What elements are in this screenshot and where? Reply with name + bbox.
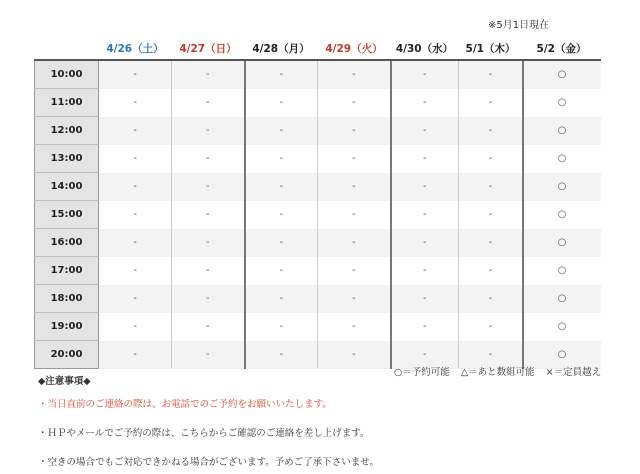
- slot-unavailable: -: [99, 60, 172, 89]
- time-label: 13:00: [35, 145, 99, 173]
- slot-unavailable: -: [459, 229, 523, 257]
- slot-unavailable: -: [99, 173, 172, 201]
- time-label: 19:00: [35, 313, 99, 341]
- slot-unavailable: -: [172, 89, 245, 117]
- slot-unavailable: -: [172, 117, 245, 145]
- slot-unavailable: -: [318, 229, 391, 257]
- slot-unavailable: -: [245, 89, 318, 117]
- slot-unavailable: -: [172, 257, 245, 285]
- slot-unavailable: -: [391, 313, 459, 341]
- slot-unavailable: -: [245, 257, 318, 285]
- slot-available: ○: [523, 89, 601, 117]
- time-slot-row: [35, 60, 601, 89]
- slot-unavailable: -: [245, 201, 318, 229]
- slot-unavailable: -: [391, 60, 459, 89]
- slot-unavailable: -: [318, 257, 391, 285]
- slot-unavailable: -: [318, 313, 391, 341]
- time-slot-row: [35, 257, 601, 285]
- legend-available: ○＝予約可能: [394, 367, 450, 378]
- time-slot-row: [35, 173, 601, 201]
- header-row: [35, 37, 601, 60]
- slot-unavailable: -: [99, 257, 172, 285]
- slot-available: ○: [523, 173, 601, 201]
- note-web-confirmation: ・ＨＰやメールでご予約の際は、こちらからご確認のご連絡を差し上げます。: [38, 428, 370, 439]
- slot-unavailable: -: [391, 285, 459, 313]
- slot-unavailable: -: [245, 60, 318, 89]
- slot-unavailable: -: [459, 60, 523, 89]
- time-label: 15:00: [35, 201, 99, 229]
- slot-unavailable: -: [318, 89, 391, 117]
- slot-unavailable: -: [99, 313, 172, 341]
- slot-unavailable: -: [391, 229, 459, 257]
- slot-unavailable: -: [391, 173, 459, 201]
- slot-available: ○: [523, 257, 601, 285]
- slot-unavailable: -: [318, 60, 391, 89]
- slot-unavailable: -: [391, 341, 459, 369]
- slot-unavailable: -: [99, 201, 172, 229]
- column-header-5-1: 5/1（木）: [459, 37, 523, 60]
- time-slot-row: [35, 89, 601, 117]
- time-label: 16:00: [35, 229, 99, 257]
- notes-title: ◆注意事項◆: [38, 376, 91, 387]
- time-label: 10:00: [35, 60, 99, 89]
- slot-unavailable: -: [391, 145, 459, 173]
- slot-unavailable: -: [459, 145, 523, 173]
- slot-unavailable: -: [245, 313, 318, 341]
- slot-unavailable: -: [99, 285, 172, 313]
- slot-unavailable: -: [172, 145, 245, 173]
- column-header-5-2: 5/2（金）: [523, 37, 601, 60]
- slot-available: ○: [523, 60, 601, 89]
- slot-unavailable: -: [99, 229, 172, 257]
- slot-unavailable: -: [245, 285, 318, 313]
- slot-available: ○: [523, 313, 601, 341]
- time-label: 18:00: [35, 285, 99, 313]
- time-slot-row: [35, 201, 601, 229]
- slot-unavailable: -: [459, 117, 523, 145]
- slot-unavailable: -: [459, 89, 523, 117]
- slot-available: ○: [523, 341, 601, 369]
- legend-few-left: △＝あと数組可能: [460, 367, 535, 378]
- corner-cell: [35, 37, 99, 60]
- slot-unavailable: -: [459, 257, 523, 285]
- time-label: 17:00: [35, 257, 99, 285]
- slot-unavailable: -: [391, 89, 459, 117]
- slot-unavailable: -: [318, 145, 391, 173]
- slot-available: ○: [523, 145, 601, 173]
- as-of-date: ※5月1日現在: [488, 20, 550, 31]
- slot-unavailable: -: [459, 201, 523, 229]
- time-label: 11:00: [35, 89, 99, 117]
- slot-unavailable: -: [318, 201, 391, 229]
- slot-unavailable: -: [245, 173, 318, 201]
- time-slot-row: [35, 313, 601, 341]
- note-availability-disclaimer: ・空きの場合でもご対応できかねる場合がございます。予めご了承下さいませ。: [38, 457, 379, 468]
- slot-unavailable: -: [245, 341, 318, 369]
- slot-unavailable: -: [245, 229, 318, 257]
- slot-unavailable: -: [99, 145, 172, 173]
- column-header-4-27: 4/27（日）: [172, 37, 245, 60]
- slot-unavailable: -: [318, 173, 391, 201]
- slot-unavailable: -: [172, 229, 245, 257]
- time-slot-row: [35, 117, 601, 145]
- slot-available: ○: [523, 201, 601, 229]
- slot-unavailable: -: [459, 341, 523, 369]
- slot-unavailable: -: [172, 173, 245, 201]
- time-label: 12:00: [35, 117, 99, 145]
- availability-legend: [394, 364, 609, 378]
- slot-unavailable: -: [99, 341, 172, 369]
- column-header-4-29: 4/29（火）: [318, 37, 391, 60]
- slot-unavailable: -: [99, 89, 172, 117]
- note-phone-same-day: ・当日直前のご連絡の際は、お電話でのご予約をお願いいたします。: [38, 399, 332, 410]
- slot-unavailable: -: [245, 117, 318, 145]
- column-header-4-26: 4/26（土）: [99, 37, 172, 60]
- time-label: 14:00: [35, 173, 99, 201]
- slot-unavailable: -: [459, 313, 523, 341]
- time-slot-row: [35, 145, 601, 173]
- slot-unavailable: -: [245, 145, 318, 173]
- time-slot-row: [35, 229, 601, 257]
- slot-unavailable: -: [391, 117, 459, 145]
- slot-available: ○: [523, 285, 601, 313]
- slot-unavailable: -: [318, 117, 391, 145]
- time-label: 20:00: [35, 341, 99, 369]
- slot-available: ○: [523, 229, 601, 257]
- time-slot-row: [35, 285, 601, 313]
- slot-available: ○: [523, 117, 601, 145]
- slot-unavailable: -: [391, 201, 459, 229]
- slot-unavailable: -: [172, 201, 245, 229]
- column-header-4-28: 4/28（月）: [245, 37, 318, 60]
- slot-unavailable: -: [459, 285, 523, 313]
- slot-unavailable: -: [172, 285, 245, 313]
- slot-unavailable: -: [172, 313, 245, 341]
- slot-unavailable: -: [318, 285, 391, 313]
- slot-unavailable: -: [459, 173, 523, 201]
- slot-unavailable: -: [172, 341, 245, 369]
- slot-unavailable: -: [318, 341, 391, 369]
- slot-unavailable: -: [99, 117, 172, 145]
- reservation-availability-table: [34, 37, 601, 369]
- column-header-4-30: 4/30（水）: [391, 37, 459, 60]
- slot-unavailable: -: [172, 60, 245, 89]
- slot-unavailable: -: [391, 257, 459, 285]
- legend-full: ×＝定員越え: [545, 367, 602, 378]
